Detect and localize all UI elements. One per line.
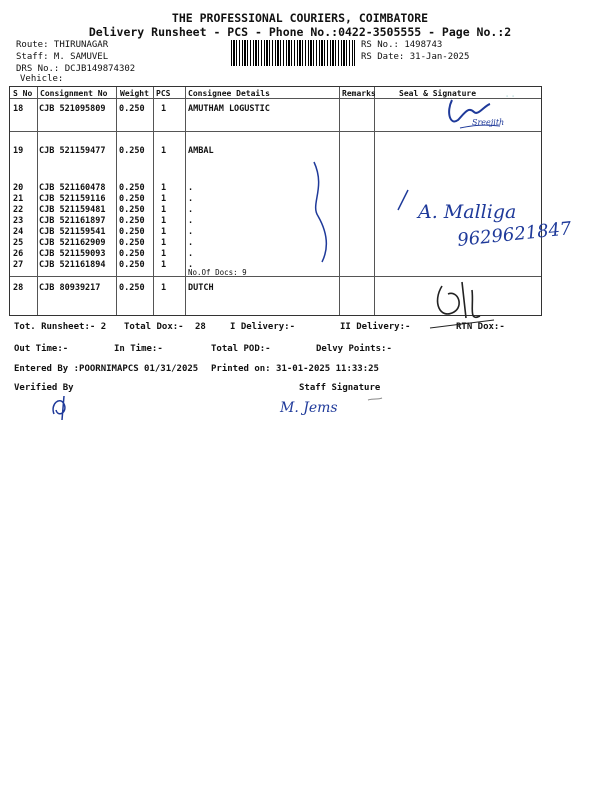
- row-consignment: CJB 521162909: [39, 238, 106, 248]
- row-pcs: 1: [161, 146, 167, 156]
- row-details: AMUTHAM LOGUSTIC: [188, 104, 270, 114]
- i-delivery: I Delivery:-: [230, 322, 296, 332]
- col-seal: Seal & Signature: [399, 89, 477, 98]
- row-details: DUTCH: [188, 283, 214, 293]
- staff-signature-text: M. Jems: [280, 400, 338, 416]
- vehicle: Vehicle:: [20, 74, 64, 84]
- row-pcs: 1: [161, 283, 167, 293]
- signature-rows20-27: [392, 180, 592, 252]
- total-pod: Total POD:-: [211, 344, 271, 354]
- total-dox-value: 28: [195, 322, 206, 332]
- row-weight: 0.250: [119, 260, 145, 270]
- row-pcs: 1: [161, 205, 167, 215]
- row-sno: 20: [13, 183, 24, 193]
- row-pcs: 1: [161, 238, 167, 248]
- row-details: .: [188, 194, 194, 204]
- row-details: .: [188, 183, 194, 193]
- row-sno: 21: [13, 194, 24, 204]
- row-consignment: CJB 521095809: [39, 104, 106, 114]
- row-weight: 0.250: [119, 283, 145, 293]
- ii-delivery: II Delivery:-: [340, 322, 411, 332]
- barcode: [231, 40, 355, 66]
- bracket-mark: [308, 158, 338, 268]
- in-time: In Time:-: [114, 344, 163, 354]
- row-consignment: CJB 521159093: [39, 249, 106, 259]
- row-details: .: [188, 205, 194, 215]
- tot-runsheet: Tot. Runsheet:- 2: [14, 322, 107, 332]
- row-sno: 19: [13, 146, 24, 156]
- col-pcs: PCS: [156, 89, 171, 98]
- row-sno: 22: [13, 205, 24, 215]
- row-weight: 0.250: [119, 249, 145, 259]
- col-consignment: Consignment No: [40, 89, 108, 98]
- company-title: THE PROFESSIONAL COURIERS, COIMBATORE: [171, 11, 429, 25]
- phone-handwritten: 9629621847: [456, 218, 573, 251]
- runsheet-title: Delivery Runsheet - PCS - Phone No.:0422-3505555 - Page No.:2: [88, 25, 512, 39]
- signature-row28: [428, 276, 498, 334]
- row-consignment: CJB 521159477: [39, 146, 106, 156]
- row-sno: 27: [13, 260, 24, 270]
- row-consignment: CJB 521161894: [39, 260, 106, 270]
- row-weight: 0.250: [119, 238, 145, 248]
- row-details: .: [188, 260, 194, 270]
- rs-date: RS Date: 31-Jan-2025: [361, 52, 470, 62]
- col-weight: Weight: [120, 89, 149, 98]
- row-weight: 0.250: [119, 216, 145, 226]
- row-sno: 28: [13, 283, 24, 293]
- route: Route: THIRUNAGAR: [16, 40, 109, 50]
- row-details: .: [188, 238, 194, 248]
- row-weight: 0.250: [119, 227, 145, 237]
- row-consignment: CJB 521161897: [39, 216, 106, 226]
- signature-row18: [440, 92, 530, 134]
- row-sno: 26: [13, 249, 24, 259]
- row-consignment: CJB 521160478: [39, 183, 106, 193]
- row-details: .: [188, 227, 194, 237]
- row-weight: 0.250: [119, 104, 145, 114]
- row-pcs: 1: [161, 227, 167, 237]
- row-pcs: 1: [161, 249, 167, 259]
- verified-signature: [48, 392, 78, 424]
- row-weight: 0.250: [119, 146, 145, 156]
- drs-no: DRS No.: DCJB149874302: [16, 64, 136, 74]
- row-consignment: CJB 521159481: [39, 205, 106, 215]
- signature-text: A. Malliga: [418, 201, 517, 223]
- row-sno: 18: [13, 104, 24, 114]
- faint-stamp: ﾟ ﾟ: [506, 95, 517, 104]
- row-details: .: [188, 249, 194, 259]
- out-time: Out Time:-: [14, 344, 69, 354]
- row-pcs: 1: [161, 183, 167, 193]
- row-weight: 0.250: [119, 183, 145, 193]
- row-sno: 24: [13, 227, 24, 237]
- row-consignment: CJB 521159116: [39, 194, 106, 204]
- verified-by: Verified By: [14, 383, 74, 393]
- row-consignment: CJB 521159541: [39, 227, 106, 237]
- signature-row18-text: Sreejith: [472, 118, 505, 127]
- row-sno: 23: [13, 216, 24, 226]
- total-dox: Total Dox:-: [124, 322, 184, 332]
- col-sno: S No: [13, 89, 33, 98]
- row-consignment: CJB 80939217: [39, 283, 101, 293]
- row-weight: 0.250: [119, 194, 145, 204]
- row-pcs: 1: [161, 216, 167, 226]
- row-details: .: [188, 216, 194, 226]
- row-pcs: 1: [161, 104, 167, 114]
- rs-no: RS No.: 1498743: [361, 40, 443, 50]
- staff: Staff: M. SAMUVEL: [16, 52, 109, 62]
- rtn-dox: RTN Dox:-: [456, 322, 505, 332]
- row-sno: 25: [13, 238, 24, 248]
- col-details: Consignee Details: [188, 89, 270, 98]
- row-weight: 0.250: [119, 205, 145, 215]
- staff-signature: [278, 392, 388, 422]
- staff-signature-label: Staff Signature: [299, 383, 381, 393]
- entered-by: Entered By :POORNIMAPCS 01/31/2025: [14, 364, 199, 374]
- printed-on: Printed on: 31-01-2025 11:33:25: [211, 364, 379, 374]
- row-pcs: 1: [161, 260, 167, 270]
- row-pcs: 1: [161, 194, 167, 204]
- col-remarks: Remarks: [342, 89, 376, 98]
- no-of-docs: No.Of Docs: 9: [188, 268, 247, 277]
- delvy-points: Delvy Points:-: [316, 344, 392, 354]
- row-details: AMBAL: [188, 146, 214, 156]
